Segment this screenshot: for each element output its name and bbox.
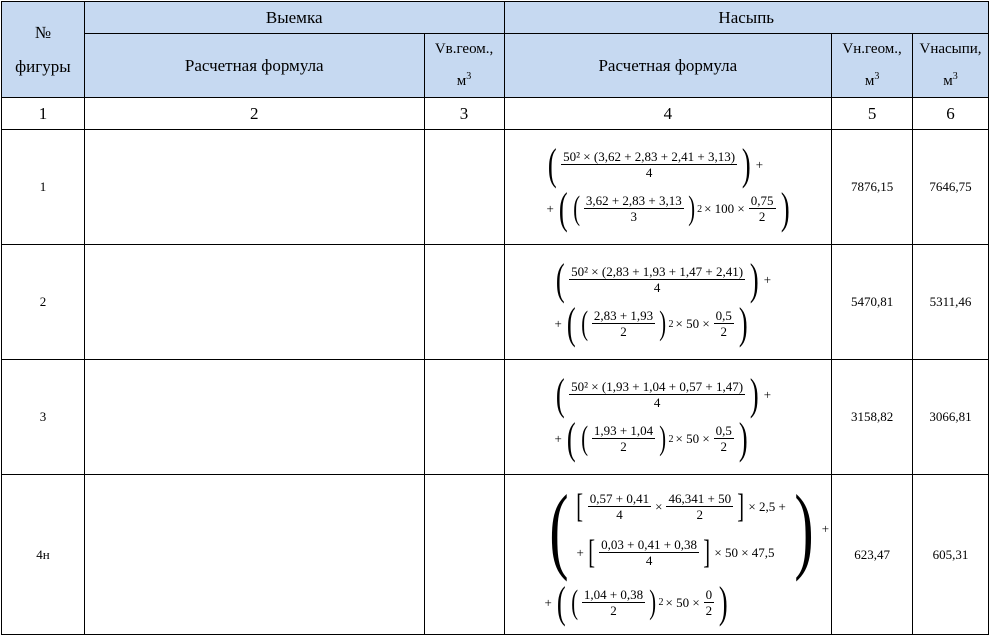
header-formula-embankment: Расчетная формула (504, 34, 832, 98)
exc-formula-cell (84, 245, 424, 360)
col-number: 6 (913, 98, 989, 130)
exc-formula-cell (84, 475, 424, 635)
v-emb-unit: м (943, 73, 953, 89)
table-row (2, 130, 989, 245)
v-exc-label: Vв.геом., (434, 41, 494, 57)
header-num-sign: № (34, 22, 52, 42)
cube-sup: 3 (874, 71, 880, 82)
fraction: $\frac{0,5}{2}$ (715, 308, 732, 339)
fraction: $\frac{0,03 + 0,41 + 0,38}{4}$ (601, 536, 698, 568)
figure-id: 4н (2, 475, 85, 635)
v-value: 7646,75 (913, 130, 989, 245)
emb-formula-cell (504, 130, 832, 245)
exc-volume-cell (424, 245, 504, 360)
header-figure-label: фигуры (15, 56, 71, 76)
fraction: $\frac{0}{2}$ (705, 586, 713, 618)
col-number: 3 (424, 98, 504, 130)
emb-formula-cell (504, 360, 832, 475)
column-number-row (2, 98, 989, 130)
col-number: 2 (84, 98, 424, 130)
formula-line-1: ( $\frac{\text{50² × (2,83 + 1,93 + 1,47 + 2,41)}}{4}$ ) + (555, 255, 772, 304)
header-v-excavation (424, 34, 504, 98)
emb-formula-cell (504, 475, 832, 635)
header-embankment: Насыпь (504, 2, 989, 34)
header-formula-excavation: Расчетная формула (84, 34, 424, 98)
table-row (2, 475, 989, 635)
fraction: $\frac{1,04 + 0,38}{2}$ (583, 586, 644, 618)
col-number: 1 (2, 98, 85, 130)
v-emb-geo-label: Vн.геом., (842, 41, 902, 57)
v-geo-value: 7876,15 (832, 130, 913, 245)
cube-sup: 3 (466, 71, 472, 82)
figure-id: 1 (2, 130, 85, 245)
exc-volume-cell (424, 360, 504, 475)
v-geo-value: 3158,82 (832, 360, 913, 475)
header-v-embankment (913, 34, 989, 98)
cube-sup: 3 (952, 71, 958, 82)
v-value: 605,31 (913, 475, 989, 635)
formula-line-3: + ( ( $\frac{1,04 + 0,38}{2}$ ) 2 × 50 × $\frac{0}{2}$ ) (544, 577, 728, 627)
figure-id: 3 (2, 360, 85, 475)
fraction: $\frac{\text{50² × (2,83 + 1,93 + 1,47 + 2,41)}}{4}$ (571, 264, 744, 295)
fraction: $\frac{0,75}{2}$ (750, 193, 774, 224)
v-value: 3066,81 (913, 360, 989, 475)
fraction: $\frac{46,341 + 50}{2}$ (668, 490, 732, 522)
formula-line-2: + [ $\frac{0,03 + 0,41 + 0,38}{4}$ ] × 50 × 47,5 (576, 533, 775, 571)
emb-formula-cell (504, 245, 832, 360)
fraction: $\frac{\text{50² × (1,93 + 1,04 + 0,57 + 1,47)}}{4}$ (571, 379, 744, 410)
formula-line-1: [ $\frac{0,57 + 0,41}{4}$ × $\frac{46,341 + 50}{2}$ ] × 2,5 + (576, 487, 786, 525)
formula-block-top: ( [ $\frac{0,57 + 0,41}{4}$ × $\frac{46,341 + 50}{2}$ ] × 2,5 + + [ $\frac{0,03 + 0,41 + 0,38}{4}$ ] × 50 × 47,5 ) + (548, 474, 830, 582)
fraction: $\frac{1,93 + 1,04}{2}$ (593, 423, 654, 454)
exc-volume-cell (424, 475, 504, 635)
v-geo-value: 5470,81 (832, 245, 913, 360)
exc-formula-cell (84, 130, 424, 245)
table-row (2, 245, 989, 360)
col-number: 5 (832, 98, 913, 130)
fraction: $\frac{2,83 + 1,93}{2}$ (593, 308, 654, 339)
formula-line-1: ( $\frac{\text{50² × (1,93 + 1,04 + 0,57 + 1,47)}}{4}$ ) + (555, 370, 772, 419)
v-geo-value: 623,47 (832, 475, 913, 635)
fraction: $\frac{0,57 + 0,41}{4}$ (589, 490, 650, 522)
header-v-embankment-geo (832, 34, 913, 98)
formula-line-1: ( $\frac{\text{50² × (3,62 + 2,83 + 2,41 + 3,13)}}{4}$ ) + (547, 140, 764, 189)
v-value: 5311,46 (913, 245, 989, 360)
figure-id: 2 (2, 245, 85, 360)
header-excavation: Выемка (84, 2, 504, 34)
formula-line-2: + ( ( $\frac{1,93 + 1,04}{2}$ ) 2 × 50 × $\frac{0,5}{2}$ ) (554, 414, 748, 463)
fraction: $\frac{0,5}{2}$ (715, 423, 732, 454)
fraction: $\frac{3,62 + 2,83 + 3,13}{3}$ (585, 193, 682, 224)
table-row (2, 360, 989, 475)
v-emb-label: Vнасыпи, (919, 41, 982, 57)
earthwork-volume-table (1, 1, 989, 635)
col-number: 4 (504, 98, 832, 130)
formula-line-2: + ( ( $\frac{3,62 + 2,83 + 3,13}{3}$ ) 2 × 100 × $\frac{0,75}{2}$ ) (546, 184, 790, 233)
exc-formula-cell (84, 360, 424, 475)
header-figure-number (2, 2, 85, 98)
exc-volume-cell (424, 130, 504, 245)
formula-line-2: + ( ( $\frac{2,83 + 1,93}{2}$ ) 2 × 50 × $\frac{0,5}{2}$ ) (554, 299, 748, 348)
v-exc-unit: м (456, 73, 467, 89)
fraction: $\frac{\text{50² × (3,62 + 2,83 + 2,41 + 3,13)}}{4}$ (563, 149, 736, 180)
v-emb-geo-unit: м (864, 73, 875, 89)
